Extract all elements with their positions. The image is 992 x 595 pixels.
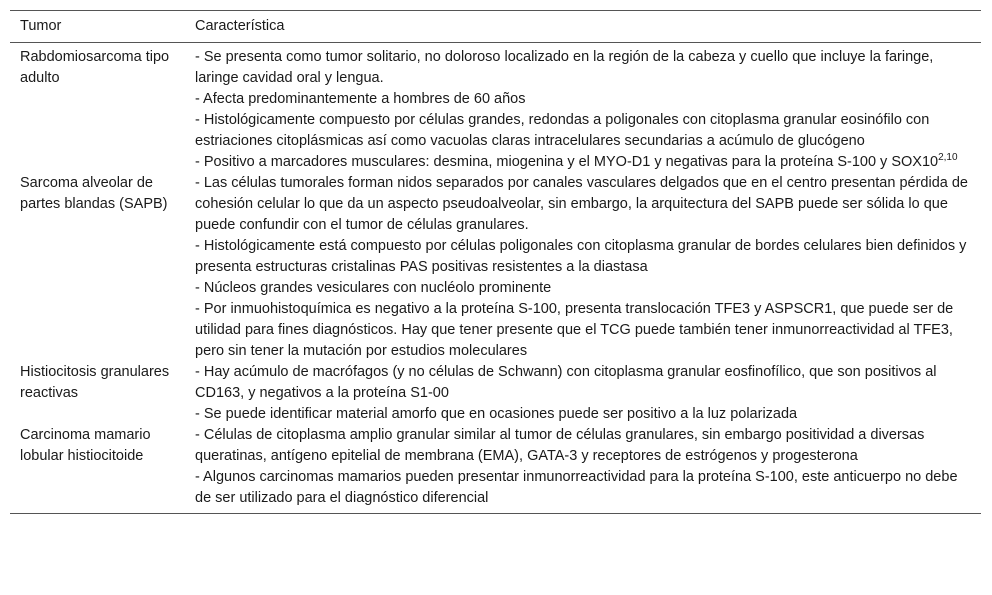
characteristic-item-with-reference	[195, 152, 971, 173]
differential-diagnosis-table	[10, 10, 981, 514]
characteristic-item: - Núcleos grandes vesiculares con nucléolo prominente	[195, 280, 552, 296]
characteristic-item: - Histológicamente está compuesto por células poligonales con citoplasma granular de bordes celulares bien definidos y presenta estructuras cristalinas PAS positivas resistentes a la diastasa	[195, 238, 967, 275]
tumor-cell: Sarcoma alveolar de partes blandas (SAPB)	[20, 175, 168, 212]
characteristic-item: - Se puede identificar material amorfo que en ocasiones puede ser positivo a la luz polarizada	[195, 406, 798, 422]
characteristic-item: - Afecta predominantemente a hombres de 60 años	[195, 91, 526, 107]
characteristic-item: - Algunos carcinomas mamarios pueden presentar inmunorreactividad para la proteína S-100, este anticuerpo no debe de ser utilizado para el diagnóstico diferencial	[195, 469, 958, 506]
table-row	[10, 425, 981, 514]
header-tumor: Tumor	[20, 18, 62, 34]
characteristic-item: - Células de citoplasma amplio granular similar al tumor de células granulares, sin embargo positividad a diversas queratinas, antígeno epitelial de membrana (EMA), GATA-3 y receptores de estrógenos y progesterona	[195, 427, 925, 464]
table-row	[10, 362, 981, 425]
tumor-cell: Rabdomiosarcoma tipo adulto	[20, 49, 170, 86]
characteristic-item: - Se presenta como tumor solitario, no doloroso localizado en la región de la cabeza y cuello que incluye la faringe, laringe cavidad oral y lengua.	[195, 49, 934, 86]
characteristic-item: - Por inmuohistoquímica es negativo a la proteína S-100, presenta translocación TFE3 y ASPSCR1, que puede ser de utilidad para fines diagnósticos. Hay que tener presente que el TCG puede también tener inmunorreactividad al TFE3, pero sin tener la mutación por estudios moleculares	[195, 301, 954, 359]
tumor-cell: Histiocitosis granulares reactivas	[20, 364, 170, 401]
characteristic-item: - Las células tumorales forman nidos separados por canales vasculares delgados que en el centro presentan pérdida de cohesión celular lo que da un aspecto pseudoalveolar, sin embargo, la arquitectura del SAPB puede ser sólida lo que puede confundir con el tumor de células granulares.	[195, 175, 968, 233]
characteristic-cell	[185, 362, 981, 425]
characteristic-item: - Histológicamente compuesto por células grandes, redondas a poligonales con citoplasma granular eosinófilo con estriaciones citoplásmicas así como vacuolas claras intracelulares secundarias a acúmulo de glucógeno	[195, 112, 930, 149]
table-header-row	[10, 11, 981, 43]
characteristic-cell	[185, 425, 981, 514]
tumor-cell: Carcinoma mamario lobular histiocitoide	[20, 427, 151, 464]
characteristic-item: - Hay acúmulo de macrófagos (y no células de Schwann) con citoplasma granular eosfinofílico, que son positivos al CD163, y negativos a la proteína S1-00	[195, 364, 937, 401]
reference-superscript: 2,10	[938, 152, 958, 163]
differential-diagnosis-table-container	[10, 10, 981, 514]
characteristic-cell	[185, 173, 981, 362]
characteristic-cell	[185, 43, 981, 174]
table-row	[10, 43, 981, 174]
table-row	[10, 173, 981, 362]
characteristic-item: - Positivo a marcadores musculares: desmina, miogenina y el MYO-D1 y negativas para la proteína S-100 y SOX10	[195, 154, 939, 170]
header-caracteristica: Característica	[195, 18, 285, 34]
